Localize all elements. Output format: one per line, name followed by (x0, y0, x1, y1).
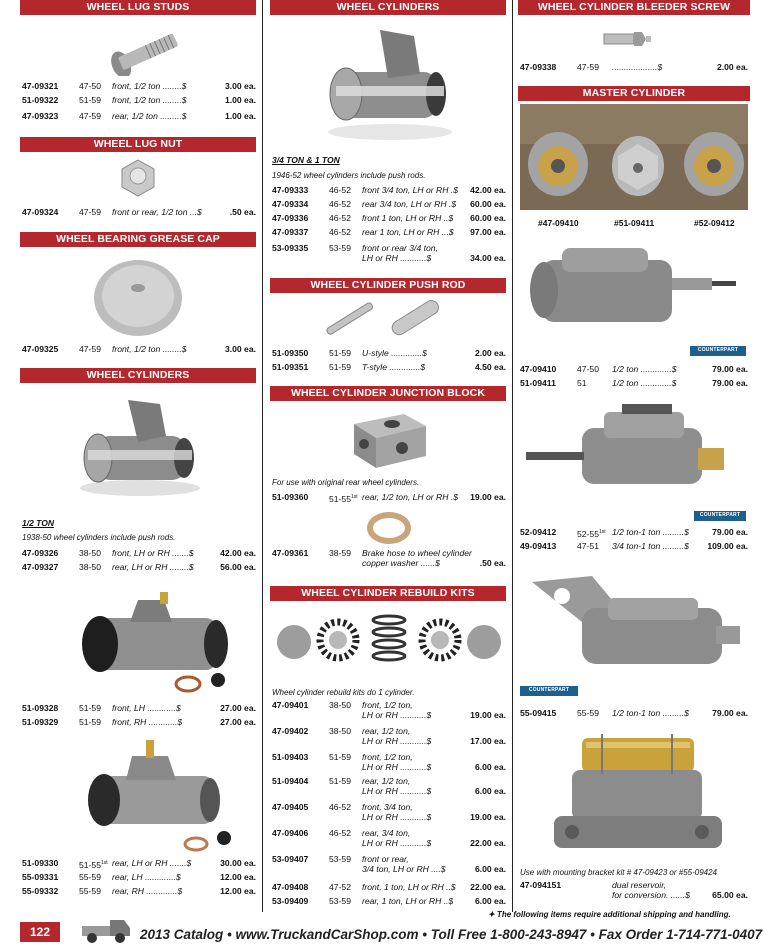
push-rod-image (320, 298, 450, 340)
master-cylinder-ports-image (520, 104, 748, 210)
lug-nut-image (118, 158, 158, 198)
counterpart-badge: COUNTERPART (520, 686, 578, 696)
table-row: 47-09402 38-50 rear, 1/2 ton, LH or RH ...........$ 17.00 ea. (272, 726, 506, 746)
counterpart-badge: COUNTERPART (690, 346, 746, 356)
master-cylinder-image (522, 572, 746, 692)
wheel-cylinder-image (72, 736, 248, 854)
column-middle: WHEEL CYLINDERS 3/4 TON & 1 TON 1946-52 wheel cylinders include push rods. 47-09333 46-52 front 3/4 ton, LH or RH .$ 42.00 ea. 47-09334 46-52 rear 3/4 ton, LH or RH .$ 60.00 ea. 47-09336 46-52 front 1 ton, LH or RH ..$ 60.00 ea. 47-09337 46-52 rear 1 ton, LH or RH ...$ 97.00 ea. 53-09335 53-59 front or rear 3/4 ton, LH or RH ...........$ 34.00 ea. WHEEL CYLINDER PUSH ROD 51-09350 51-59 U-style .............$ 2.00 ea. 51-09351 51-59 T-style .............$ 4.50 ea. WHEEL CYLINDER JUNCTION BLOCK For use with original rear wheel cylinders. 51-09360 $51-55^{1st}$ rear, 1/2 ton, LH or RH .$ 19.00 ea. 47-09361 38-59 Brake hose to wheel cylinder copper washer ......$ .50 ea. WHEEL CYLINDER REBUILD KITS Wheel cylinder rebuild kits do 1 cylinder. 47-09401 38-50 front, 1/2 ton, LH or RH ...........$ 19.00 ea. 47-09402 38-50 rear, 1/2 ton, LH or RH ...........$ 17.00 ea. 51-09403 51-59 front, 1/2 ton, LH or RH ...........$ 6.00 ea. 51-09404 51-59 rear, 1/2 ton, LH or RH ...........$ 6.00 ea. 47-09405 46-52 front, 3/4 ton, LH or RH ...........$ 19.00 ea. 47-09406 46-52 rear, 3/4 ton, LH or RH ...........$ 22.00 ea. 53-09407 53-59 front or rear, 3/4 ton, LH or RH ....$ 6.00 ea. 47-09408 47-52 front, 1 ton, LH or RH ..$ 22.00 ea. 53-09409 53-59 rear, 1 ton, LH or RH ..$ 6.00 ea. (272, 1, 506, 906)
section-header-wheel-cylinders: WHEEL CYLINDERS (20, 368, 256, 383)
master-cylinder-image (522, 398, 746, 508)
section-header-junction-block: WHEEL CYLINDER JUNCTION BLOCK (270, 386, 506, 401)
table-row: 47-09401 38-50 front, 1/2 ton, LH or RH ...........$ 19.00 ea. (272, 700, 506, 720)
junction-block-image (348, 410, 430, 472)
subtitle-three-quarter-ton: 3/4 TON & 1 TON (272, 155, 340, 165)
table-row: 53-09407 53-59 front or rear, 3/4 ton, LH or RH ....$ 6.00 ea. (272, 854, 506, 874)
table-row: 47-09406 46-52 rear, 3/4 ton, LH or RH ...........$ 22.00 ea. (272, 828, 506, 848)
shipping-note: ✦ The following items require additional shipping and handling. (488, 910, 731, 919)
catalog-footer-line: 2013 Catalog • www.TruckandCarShop.com • Toll Free 1-800-243-8947 • Fax Order 1-714-771-0407 (140, 927, 763, 942)
section-header-master-cylinder: MASTER CYLINDER (518, 86, 750, 101)
table-row: 51-09404 51-59 rear, 1/2 ton, LH or RH ...........$ 6.00 ea. (272, 776, 506, 796)
section-header-bleeder-screw: WHEEL CYLINDER BLEEDER SCREW (518, 0, 750, 15)
lug-stud-image (100, 28, 190, 76)
truck-icon (80, 914, 132, 944)
bleeder-screw-image (602, 24, 652, 54)
counterpart-badge: COUNTERPART (694, 511, 746, 521)
section-header-wheel-lug-studs: WHEEL LUG STUDS (20, 0, 256, 15)
note: 1938-50 wheel cylinders include push rods. (22, 533, 176, 542)
wheel-cylinder-image (68, 390, 212, 510)
note: 1946-52 wheel cylinders include push rods. (272, 171, 426, 180)
table-row: 47-094151 dual reservoir, for conversion. ......$ 65.00 ea. (520, 880, 748, 900)
column-divider (512, 0, 513, 912)
page-number: 122 (20, 922, 60, 942)
copper-washer-image (366, 512, 412, 544)
image-caption: #52-09412 (694, 218, 735, 228)
section-header-rebuild-kits: WHEEL CYLINDER REBUILD KITS (270, 586, 506, 601)
section-header-push-rod: WHEEL CYLINDER PUSH ROD (270, 278, 506, 293)
column-right: WHEEL CYLINDER BLEEDER SCREW 47-09338 47-59 ...................$ 2.00 ea. MASTER CYLINDER #47-09410 #51-09411 #52-09412 COUNTERPART 47-09410 47-50 1/2 ton .............$ 79.00 ea. 51-09411 51 1/2 ton .............$ 79.00 ea. COUNTERPART 52-09412 $52-55^{1st}$ 1/2 ton-1 ton .........$ 79.00 ea. 49-09413 47-51 3/4 ton-1 ton .........$ 109.00 ea. COUNTERPART 55-09415 55-59 1/2 ton-1 ton .........$ 79.00 ea. Use with mounting bracket kit # 47-09423 or #55-09424 47-094151 dual reservoir, for conversion. ......$ 65.00 ea. (520, 1, 748, 900)
dual-reservoir-image (542, 730, 728, 862)
column-divider (262, 0, 263, 912)
table-row: 47-09405 46-52 front, 3/4 ton, LH or RH ...........$ 19.00 ea. (272, 802, 506, 822)
note: Wheel cylinder rebuild kits do 1 cylinder. (272, 688, 415, 697)
section-header-grease-cap: WHEEL BEARING GREASE CAP (20, 232, 256, 247)
image-caption: #47-09410 (538, 218, 579, 228)
table-row: 51-09403 51-59 front, 1/2 ton, LH or RH ...........$ 6.00 ea. (272, 752, 506, 772)
note: For use with original rear wheel cylinders. (272, 478, 420, 487)
grease-cap-image (92, 256, 184, 338)
image-caption: #51-09411 (614, 218, 655, 228)
wheel-cylinder-image (314, 22, 464, 144)
table-row: 53-09335 53-59 front or rear 3/4 ton, LH or RH ...........$ 34.00 ea. (272, 243, 506, 263)
rebuild-kit-image (274, 606, 504, 674)
wheel-cylinder-image (68, 588, 248, 696)
section-header-wheel-lug-nut: WHEEL LUG NUT (20, 137, 256, 152)
note: Use with mounting bracket kit # 47-09423 or #55-09424 (520, 868, 718, 877)
section-header-wheel-cylinders: WHEEL CYLINDERS (270, 0, 506, 15)
master-cylinder-image (522, 240, 742, 348)
column-left: WHEEL LUG STUDS 47-09321 47-50 front, 1/2 ton ........$ 3.00 ea. 51-09322 51-59 front, 1/2 ton ........$ 1.00 ea. 47-09323 47-59 rear, 1/2 ton .........$ 1.00 ea. WHEEL LUG NUT 47-09324 47-59 front or rear, 1/2 ton ...$ .50 ea. WHEEL BEARING GREASE CAP 47-09325 47-59 front, 1/2 ton ........$ 3.00 ea. WHEEL CYLINDERS 1/2 TON 1938-50 wheel cylinders include push rods. 47-09326 38-50 front, LH or RH .......$ 42.00 ea. 47-09327 38-50 rear, LH or RH ........$ 56.00 ea. 51-09328 51-59 front, LH ............$ 27.00 ea. 51-09329 51-59 front, RH ............$ 27.00 ea. 51-09330 $51-55^{1st}$ rear, LH or RH .......$ 30.00 ea. 55-09331 55-59 rear, LH .............$ 12.00 ea. 55-09332 55-59 rear, RH .............$ 12.00 ea. (22, 1, 256, 896)
table-row: 47-09361 38-59 Brake hose to wheel cylinder copper washer ......$ .50 ea. (272, 548, 506, 568)
subtitle-half-ton: 1/2 TON (22, 518, 54, 528)
